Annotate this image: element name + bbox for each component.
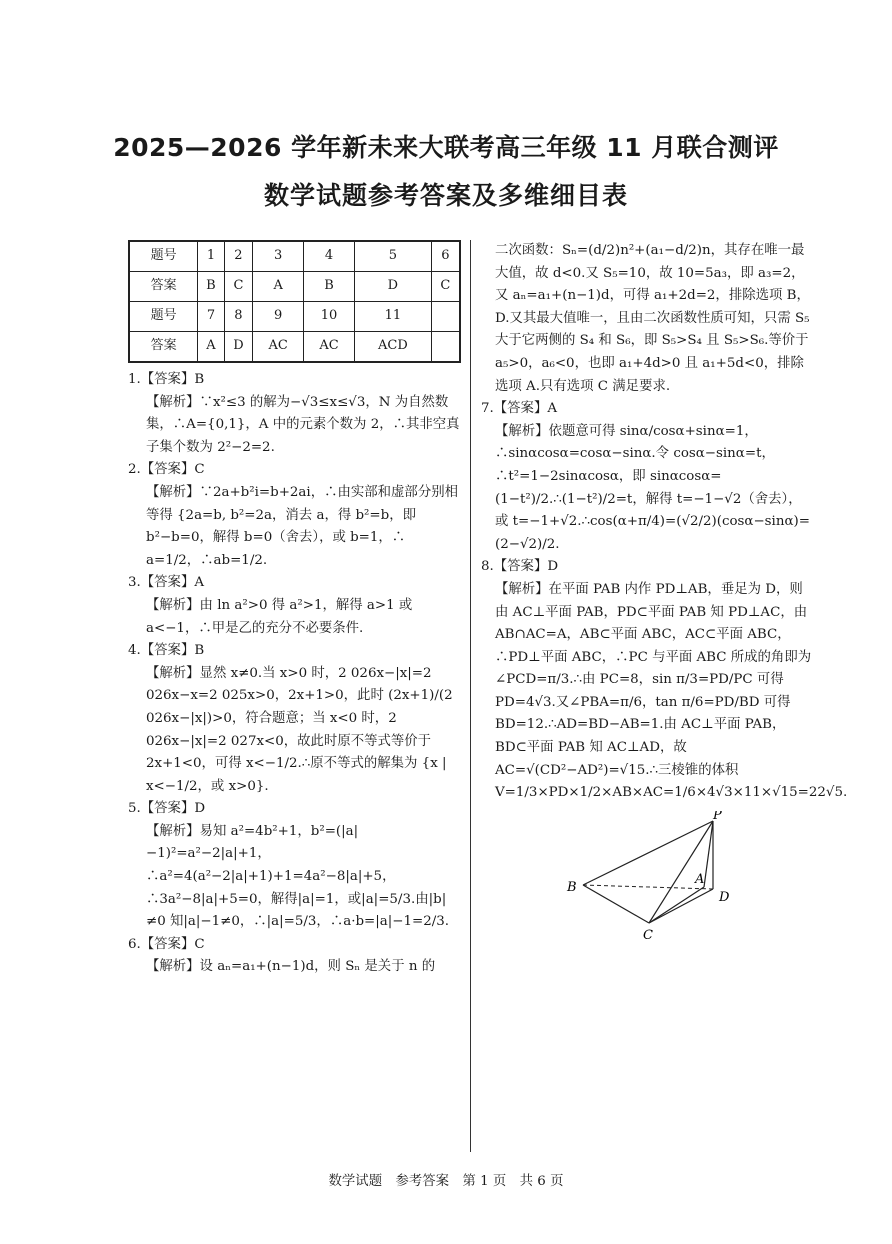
answer-table-cell: 7 bbox=[198, 302, 224, 332]
answer-table-cell: 10 bbox=[304, 302, 355, 332]
pyramid-diagram bbox=[561, 811, 761, 941]
solution-text: 【解析】设 aₙ=a₁+(n−1)d，则 Sₙ 是关于 n 的 bbox=[146, 959, 436, 975]
right-column bbox=[481, 240, 848, 949]
answer-table-cell: 6 bbox=[431, 241, 460, 272]
answer-table-cell: 8 bbox=[224, 302, 253, 332]
answer-label: 8.【答案】D bbox=[481, 559, 559, 575]
answer-label: 6.【答案】C bbox=[128, 936, 205, 952]
page-title: 2025—2026 学年新未来大联考高三年级 11 月联合测评 bbox=[113, 133, 779, 162]
answer-table-row bbox=[129, 332, 460, 363]
solution-text: 【解析】在平面 PAB 内作 PD⊥AB，垂足为 D，则由 AC⊥平面 PAB，PD⊂平面 PAB 知 PD⊥AC，由 AB∩AC=A，AB⊂平面 ABC，AC⊂平面 ABC，∴PD⊥平面 ABC，∴PC 与平面 ABC 所成的角即为∠PCD=π/3.∴由 PC=8，sin π/3=PD/PC 可得 PD=4√3.又∠PBA=π/6，tan π/6=PD/BD 可得 BD=12.∴AD=BD−AB=1.由 AC⊥平面 PAB，BD⊂平面 PAB 知 AC⊥AD，故 AC=√(CD²−AD²)=√15.∴三棱锥的体积 V=1/3×PD×1/2×AB×AC=1/6×4√3×11×√15=22√5. bbox=[495, 581, 848, 801]
solution-text: 二次函数：Sₙ=(d/2)n²+(a₁−d/2)n，其存在唯一最大值，故 d<0.又 S₅=10，故 10=5a₃，即 a₃=2，又 aₙ=a₁+(n−1)d，可得 a₁+2d=2，排除选项 B，D.又其最大值唯一，且由二次函数性质可知，只需 S₅ 大于它两侧的 S₄ 和 S₆，即 S₅>S₄ 且 S₅>S₆.等价于 a₅>0，a₆<0，也即 a₁+4d>0 且 a₁+5d<0，排除选项 A.只有选项 C 满足要求. bbox=[495, 243, 810, 394]
answer-table-cell: C bbox=[224, 272, 253, 302]
solution-item bbox=[128, 640, 460, 798]
edge-bc bbox=[583, 885, 649, 923]
solution-text: 【解析】∵x²≤3 的解为−√3≤x≤√3，N 为自然数集，∴A={0,1}，A 中的元素个数为 2，∴其非空真子集个数为 2²−2=2. bbox=[146, 394, 460, 455]
answer-table-row bbox=[129, 302, 460, 332]
solution-text: 【解析】显然 x≠0.当 x>0 时，2 026x−|x|=2 026x−x=2 025x>0，2x+1>0，此时 (2x+1)/(2 026x−|x|)>0，符合题意；当 x<0 时，2 026x−|x|=2 027x<0，故此时原不等式等价于 2x+1<0，可得 x<−1/2.∴原不等式的解集为 {x | x<−1/2，或 x>0}. bbox=[146, 665, 453, 794]
page-subtitle: 数学试题参考答案及多维细目表 bbox=[263, 181, 628, 210]
solution-item bbox=[481, 240, 813, 398]
solution-item bbox=[128, 934, 460, 979]
answer-table-cell: C bbox=[431, 272, 460, 302]
solution-item bbox=[128, 572, 460, 640]
answer-table-cell: AC bbox=[304, 332, 355, 363]
answer-label: 4.【答案】B bbox=[128, 643, 205, 659]
answer-table bbox=[128, 240, 461, 363]
label-a: A bbox=[695, 871, 705, 887]
answer-label: 3.【答案】A bbox=[128, 575, 205, 591]
solution-text: 【解析】由 ln a²>0 得 a²>1，解得 a>1 或 a<−1，∴甲是乙的充分不必要条件. bbox=[146, 597, 413, 636]
left-solutions bbox=[128, 369, 460, 979]
answer-table-cell: 答案 bbox=[129, 272, 198, 302]
label-c: C bbox=[643, 927, 653, 941]
answer-label: 2.【答案】C bbox=[128, 462, 205, 478]
answer-table-cell: D bbox=[224, 332, 253, 363]
solution-item bbox=[481, 398, 813, 556]
answer-table-cell: 2 bbox=[224, 241, 253, 272]
answer-table-cell: 3 bbox=[253, 241, 304, 272]
solution-text: 【解析】依题意可得 sinα/cosα+sinα=1，∴sinαcosα=cosα−sinα.令 cosα−sinα=t，∴t²=1−2sinαcosα，即 sinαcosα=(1−t²)/2.∴(1−t²)/2=t，解得 t=−1−√2（舍去），或 t=−1+√2.∴cos(α+π/4)=(√2/2)(cosα−sinα)=(2−√2)/2. bbox=[495, 423, 810, 552]
answer-label: 5.【答案】D bbox=[128, 801, 206, 817]
answer-table-cell: A bbox=[253, 272, 304, 302]
answer-table-cell: 答案 bbox=[129, 332, 198, 363]
answer-table-cell: B bbox=[304, 272, 355, 302]
answer-table-cell: 题号 bbox=[129, 302, 198, 332]
label-d: D bbox=[719, 889, 730, 905]
answer-table-cell: AC bbox=[253, 332, 304, 363]
edge-pa bbox=[704, 821, 713, 887]
solution-text: 【解析】易知 a²=4b²+1，b²=(|a|−1)²=a²−2|a|+1，∴a²=4(a²−2|a|+1)+1=4a²−8|a|+5，∴3a²−8|a|+5=0，解得|a|=1，或|a|=5/3.由|b|≠0 知|a|−1≠0，∴|a|=5/3，∴a·b=|a|−1=2/3. bbox=[146, 823, 450, 930]
answer-label: 1.【答案】B bbox=[128, 372, 205, 387]
page-footer: 数学试题 参考答案 第 1 页 共 6 页 bbox=[328, 1174, 564, 1189]
edge-ca bbox=[649, 887, 704, 923]
solution-item bbox=[128, 369, 460, 459]
pyramid-figure bbox=[561, 811, 813, 950]
answer-table-cell bbox=[431, 302, 460, 332]
solution-text: 【解析】∵2a+b²i=b+2ai，∴由实部和虚部分别相等得 {2a=b, b²=2a，消去 a，得 b²=b，即 b²−b=0，解得 b=0（舍去），或 b=1，∴ a=1/2，∴ab=1/2. bbox=[146, 484, 458, 568]
answer-table-cell bbox=[431, 332, 460, 363]
answer-table-cell: D bbox=[354, 272, 431, 302]
label-b: B bbox=[567, 879, 577, 895]
right-solutions bbox=[481, 240, 848, 805]
answer-table-cell: 5 bbox=[354, 241, 431, 272]
edge-bd-dashed bbox=[583, 885, 713, 889]
answer-table-cell: ACD bbox=[354, 332, 431, 363]
answer-table-cell: A bbox=[198, 332, 224, 363]
answer-table-row bbox=[129, 241, 460, 272]
answer-table-cell: 11 bbox=[354, 302, 431, 332]
answer-table-cell: B bbox=[198, 272, 224, 302]
answer-label: 7.【答案】A bbox=[481, 401, 558, 417]
answer-table-cell: 题号 bbox=[129, 241, 198, 272]
answer-table-cell: 4 bbox=[304, 241, 355, 272]
label-p: P bbox=[713, 810, 722, 823]
solution-item bbox=[481, 556, 848, 805]
solution-item bbox=[128, 459, 460, 572]
answer-table-cell: 9 bbox=[253, 302, 304, 332]
answer-table-row bbox=[129, 272, 460, 302]
edge-cd bbox=[649, 889, 713, 923]
solution-item bbox=[128, 798, 460, 934]
column-divider bbox=[470, 240, 471, 1152]
left-column bbox=[128, 240, 460, 979]
answer-table-cell: 1 bbox=[198, 241, 224, 272]
